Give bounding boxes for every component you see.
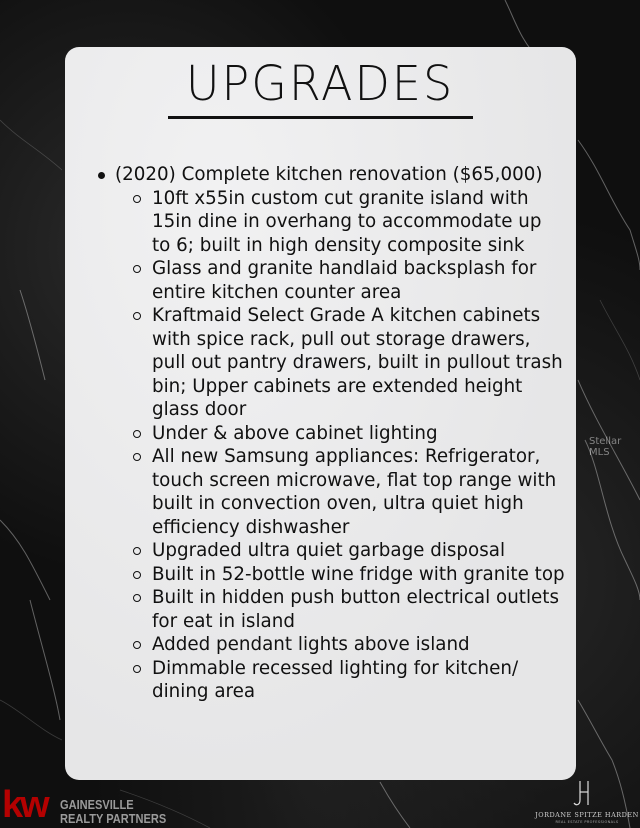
circle-bullet-icon xyxy=(133,665,141,673)
upgrades-list xyxy=(95,163,565,704)
list-item-text: All new Samsung appliances: Refrigerator, touch screen microwave, flat top range with built in convection oven, ultra quiet high efficiency dishwasher xyxy=(152,446,557,538)
list-item xyxy=(133,304,565,422)
circle-bullet-icon xyxy=(133,641,141,649)
list-item xyxy=(133,257,565,304)
list-item xyxy=(133,586,565,633)
circle-bullet-icon xyxy=(133,312,141,320)
list-item-text: Built in 52-bottle wine fridge with granite top xyxy=(152,563,565,585)
list-item-text: Kraftmaid Select Grade A kitchen cabinets with spice rack, pull out storage drawers, pull out pantry drawers, built in pullout trash bin; Upper cabinets are extended height glass door xyxy=(152,305,563,420)
sub-list xyxy=(95,187,565,704)
circle-bullet-icon xyxy=(133,594,141,602)
list-item xyxy=(133,633,565,657)
list-item-text: Upgraded ultra quiet garbage disposal xyxy=(152,540,506,561)
list-item-main xyxy=(95,163,565,187)
list-item xyxy=(133,422,565,446)
circle-bullet-icon xyxy=(133,265,141,273)
circle-bullet-icon xyxy=(133,571,141,579)
page-title: UPGRADES xyxy=(185,54,455,112)
circle-bullet-icon xyxy=(133,547,141,555)
kw-logo: kw xyxy=(2,784,47,826)
circle-bullet-icon xyxy=(133,430,141,438)
mls-watermark: Stellar MLS xyxy=(589,436,622,458)
agent-name: JORDANE SPITZE HARDEN xyxy=(535,811,639,819)
list-item xyxy=(133,539,565,563)
list-item xyxy=(133,657,565,704)
main-item-text: (2020) Complete kitchen renovation ($65,000) xyxy=(115,164,543,185)
list-item-text: Glass and granite handlaid backsplash for entire kitchen counter area xyxy=(152,258,537,303)
list-item xyxy=(133,563,565,587)
list-item-text: Dimmable recessed lighting for kitchen/ dining area xyxy=(152,657,519,702)
circle-bullet-icon xyxy=(133,453,141,461)
brokerage-name xyxy=(60,798,166,826)
agent-subtitle: REAL ESTATE PROFESSIONALS xyxy=(555,820,619,824)
circle-bullet-icon xyxy=(133,195,141,203)
list-item-text: Added pendant lights above island xyxy=(152,634,470,655)
list-item-text: Under & above cabinet lighting xyxy=(152,422,438,444)
list-item xyxy=(133,445,565,539)
title-underline xyxy=(168,116,473,119)
brokerage-name-line2: REALTY PARTNERS xyxy=(60,811,167,826)
list-item-text: 10ft x55in custom cut granite island with 15in dine in overhang to accommodate up to 6; built in high density composite sink xyxy=(152,187,542,256)
agent-monogram-icon xyxy=(570,778,600,808)
list-item xyxy=(133,187,565,258)
list-item-text: Built in hidden push button electrical outlets for eat in island xyxy=(152,587,559,632)
brokerage-name-line1: GAINESVILLE xyxy=(60,797,134,812)
bullet-icon xyxy=(98,172,105,179)
